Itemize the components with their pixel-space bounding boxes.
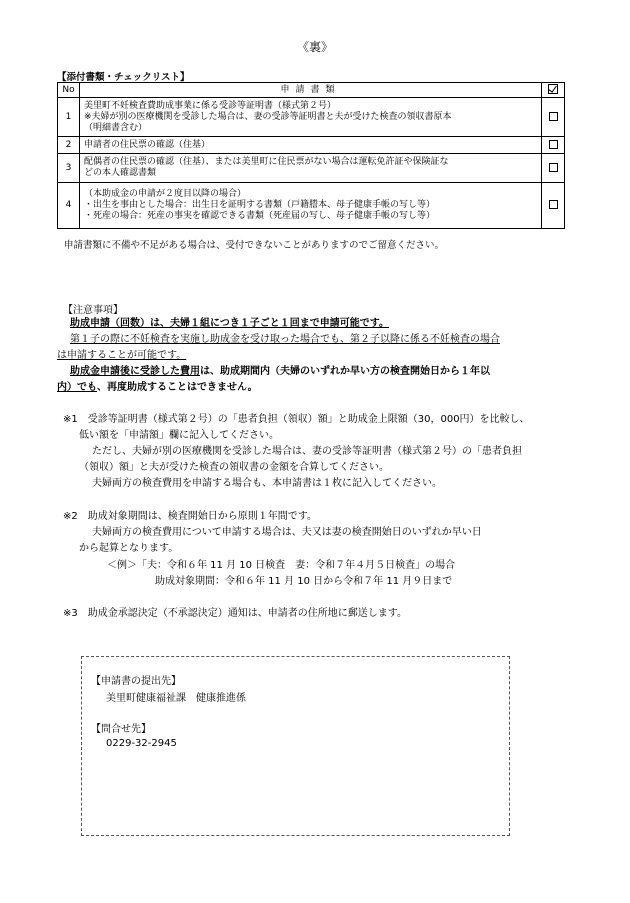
table-row <box>58 183 565 229</box>
checkbox-icon <box>549 112 558 121</box>
row-no: 4 <box>58 183 80 229</box>
row-checkbox[interactable] <box>542 154 565 183</box>
note-p2b: は申請することが可能です。 <box>57 350 187 361</box>
note-1e: 夫婦両方の検査費用を申請する場合も、本申請書は１枚に記入してください。 <box>92 478 442 489</box>
note-1b: 低い額を「申請額」欄に記入してください。 <box>79 430 279 441</box>
row-line: ・出生を事由とした場合：出生日を証明する書類（戸籍謄本、母子健康手帳の写し等） <box>84 200 436 210</box>
note-p3b <box>57 380 258 396</box>
header-no: No <box>58 83 80 98</box>
row-line: ※夫婦が別の医療機関を受診した場合は、妻の受診等証明書と夫が受けた検査の領収書原本 <box>84 111 452 122</box>
submit-label: 【申請書の提出先】 <box>91 676 181 687</box>
note-p3a <box>70 364 490 380</box>
checkbox-icon <box>549 163 558 172</box>
row-line: 配偶者の住民票の確認（住基）、または美里町に住民票がない場合は運転免許証や保険証な <box>84 157 449 167</box>
table-row <box>58 98 565 137</box>
table-row <box>58 137 565 154</box>
row-doc <box>80 98 542 137</box>
row-line: 美里町不妊検査費助成事業に係る受診等証明書（様式第２号） <box>84 100 337 111</box>
row-checkbox[interactable] <box>542 98 565 137</box>
note-1a: ※1 受診等証明書（様式第２号）の「患者負担（領収）額」と助成金上限額（30，000円）を比較し、 <box>63 414 530 425</box>
checklist-header-row <box>58 83 565 98</box>
row-doc <box>80 183 542 229</box>
row-line: 申請者の住民票の確認（住基） <box>84 139 211 150</box>
note-1d: （領収）額」と夫が受けた検査の領収書の金額を合算してください。 <box>79 462 389 473</box>
page-title: 《裏》 <box>296 40 333 54</box>
note-p3b-rest: 、再度助成することはできません。 <box>97 382 258 393</box>
checkbox-icon <box>549 200 558 209</box>
header-doc: 申請書類 <box>80 83 542 98</box>
note-1c: ただし、夫婦が別の医療機関を受診した場合は、妻の受診等証明書（様式第２号）の「患者負担 <box>92 446 522 457</box>
phone-number: 0229-32-2945 <box>106 738 177 749</box>
row-line: （本助成金の申請が２度目以降の場合） <box>84 189 247 199</box>
header-check <box>542 83 565 98</box>
table-row <box>58 154 565 183</box>
row-line: どの本人確認書類 <box>84 168 157 178</box>
note-p2a: 第１子の際に不妊検査を実施し助成金を受け取った場合でも、第２子以降に係る不妊検査の場合 <box>70 334 500 345</box>
note-2c: から起算となります。 <box>79 543 179 554</box>
note-p1: 助成申請（回数）は、夫婦１組につき１子ごと１回まで申請可能です。 <box>70 318 389 329</box>
note-2b: 夫婦両方の検査費用について申請する場合は、夫又は妻の検査開始日のいずれか早い日 <box>92 527 482 538</box>
note-p3a-underlined: 助成金申請後に受診した費用 <box>70 366 200 377</box>
note-2a: ※2 助成対象期間は、検査開始日から原則１年間です。 <box>63 511 317 522</box>
row-checkbox[interactable] <box>542 183 565 229</box>
checklist-label: 【添付書類・チェックリスト】 <box>57 72 190 83</box>
notes-heading: 【注意事項】 <box>63 305 123 316</box>
row-no: 1 <box>58 98 80 137</box>
note-p3b-underlined: 内）でも <box>57 382 97 393</box>
note-2e: 助成対象期間：令和６年 11 月 10 日から令和７年 11 月９日まで <box>155 576 453 587</box>
checkbox-icon <box>549 140 558 149</box>
checklist-table <box>57 82 565 229</box>
row-no: 2 <box>58 137 80 154</box>
row-line: ・死産の場合：死産の事実を確認できる書類（死産届の写し、母子健康手帳の写し等） <box>84 211 436 221</box>
row-checkbox[interactable] <box>542 137 565 154</box>
note-p3a-rest: は、助成期間内（夫婦のいずれか早い方の検査開始日から１年以 <box>200 366 490 377</box>
row-doc <box>80 137 542 154</box>
note-2d: ＜例＞「夫：令和６年 11 月 10 日検査 妻：令和７年４月５日検査」の場合 <box>107 560 456 571</box>
row-no: 3 <box>58 154 80 183</box>
contact-box <box>81 656 510 836</box>
inquiry-label: 【問合せ先】 <box>91 724 151 735</box>
row-doc <box>80 154 542 183</box>
note-3: ※3 助成金承認決定（不承認決定）通知は、申請者の住所地に郵送します。 <box>63 608 407 619</box>
submit-value: 美里町健康福祉課 健康推進係 <box>106 693 246 704</box>
checked-box-icon <box>548 84 558 94</box>
checklist-note: 申請書類に不備や不足がある場合は、受付できないことがありますのでご留意ください。 <box>64 240 445 251</box>
row-line: （明細書含む） <box>84 122 148 133</box>
